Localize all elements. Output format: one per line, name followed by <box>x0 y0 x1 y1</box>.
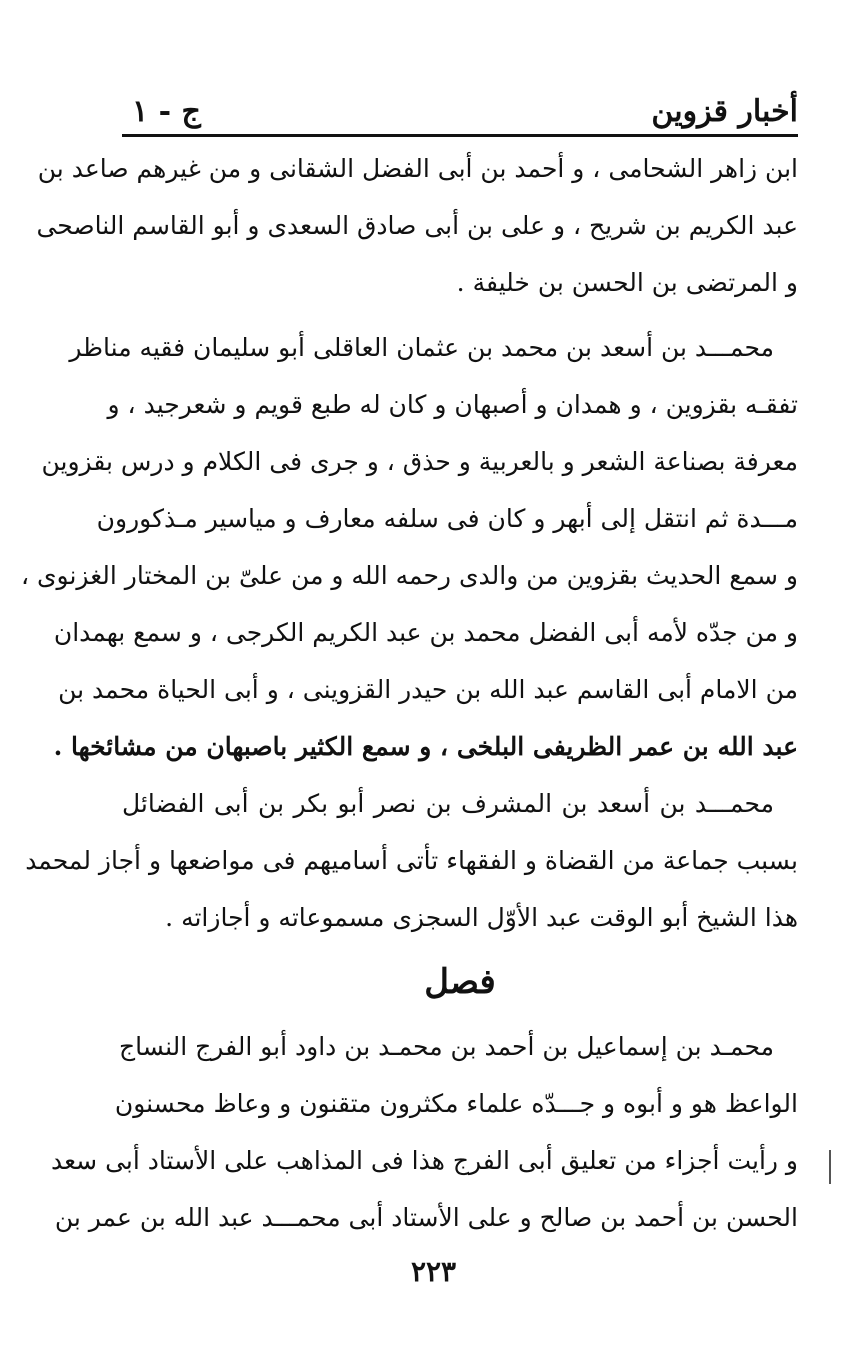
header-rule <box>122 134 798 137</box>
paragraph <box>36 140 798 311</box>
text-line: محمـــد بن أسعد بن محمد بن عثمان العاقلى أبو سليمان فقيه مناظر <box>69 333 774 362</box>
text-line: الواعظ هو و أبوه و جـــدّه علماء مكثرون متقنون و وعاظ محسنون <box>114 1089 798 1118</box>
text-line: محمـد بن إسماعيل بن أحمد بن محمـد بن داود أبو الفرج النساج <box>119 1032 774 1061</box>
text-line: تفقـه بقزوين ، و همدان و أصبهان و كان له طبع قويم و شعرجيد ، و <box>107 390 798 419</box>
text-line: مـــدة ثم انتقل إلى أبهر و كان فى سلفه معارف و مياسير مـذكورون <box>96 504 798 533</box>
text-line: محمـــد بن أسعد بن المشرف بن نصر أبو بكر بن أبى الفضائل <box>122 789 774 818</box>
text-line: عبد الله بن عمر الظريفى البلخى ، و سمع الكثير باصبهان من مشائخها . <box>53 732 798 761</box>
text-line: هذا الشيخ أبو الوقت عبد الأوّل السجزى مسموعاته و أجازاته . <box>165 903 798 932</box>
text-line: و المرتضى بن الحسن بن خليفة . <box>456 268 798 297</box>
text-line: و من جدّه لأمه أبى الفضل محمد بن عبد الكريم الكرجى ، و سمع بهمدان <box>53 618 798 647</box>
running-header <box>122 92 798 132</box>
text-line: الحسن بن أحمد بن صالح و على الأستاد أبى محمـــد عبد الله بن عمر بن <box>54 1203 798 1232</box>
section-heading: فصل <box>424 962 496 1002</box>
text-line: و سمع الحديث بقزوين من والدى رحمه الله و من علىّ بن المختار الغزنوى ، <box>20 561 798 590</box>
paragraph <box>25 775 798 946</box>
text-line: بسبب جماعة من القضاة و الفقهاء تأتى أساميهم فى مواضعها و أجاز لمحمد <box>25 846 798 875</box>
text-body <box>20 140 798 1246</box>
text-line: ابن زاهر الشحامى ، و أحمد بن أبى الفضل الشقانى و من غيرهم صاعد بن <box>37 154 798 183</box>
margin-mark <box>829 1150 831 1184</box>
text-line: من الامام أبى القاسم عبد الله بن حيدر القزوينى ، و أبى الحياة محمد بن <box>58 675 798 704</box>
book-title: أخبار قزوين <box>651 94 798 129</box>
text-line: عبد الكريم بن شريح ، و على بن أبى صادق السعدى و أبو القاسم الناصحى <box>36 211 798 240</box>
text-line: و رأيت أجزاء من تعليق أبى الفرج هذا فى المذاهب على الأستاد أبى سعد <box>51 1146 798 1175</box>
page-number: ٢٢٣ <box>410 1255 457 1288</box>
paragraph <box>20 319 798 775</box>
paragraph <box>51 1018 798 1246</box>
volume-number: ج - ١ <box>132 94 201 129</box>
text-line: معرفة بصناعة الشعر و بالعربية و حذق ، و جرى فى الكلام و درس بقزوين <box>41 447 798 476</box>
